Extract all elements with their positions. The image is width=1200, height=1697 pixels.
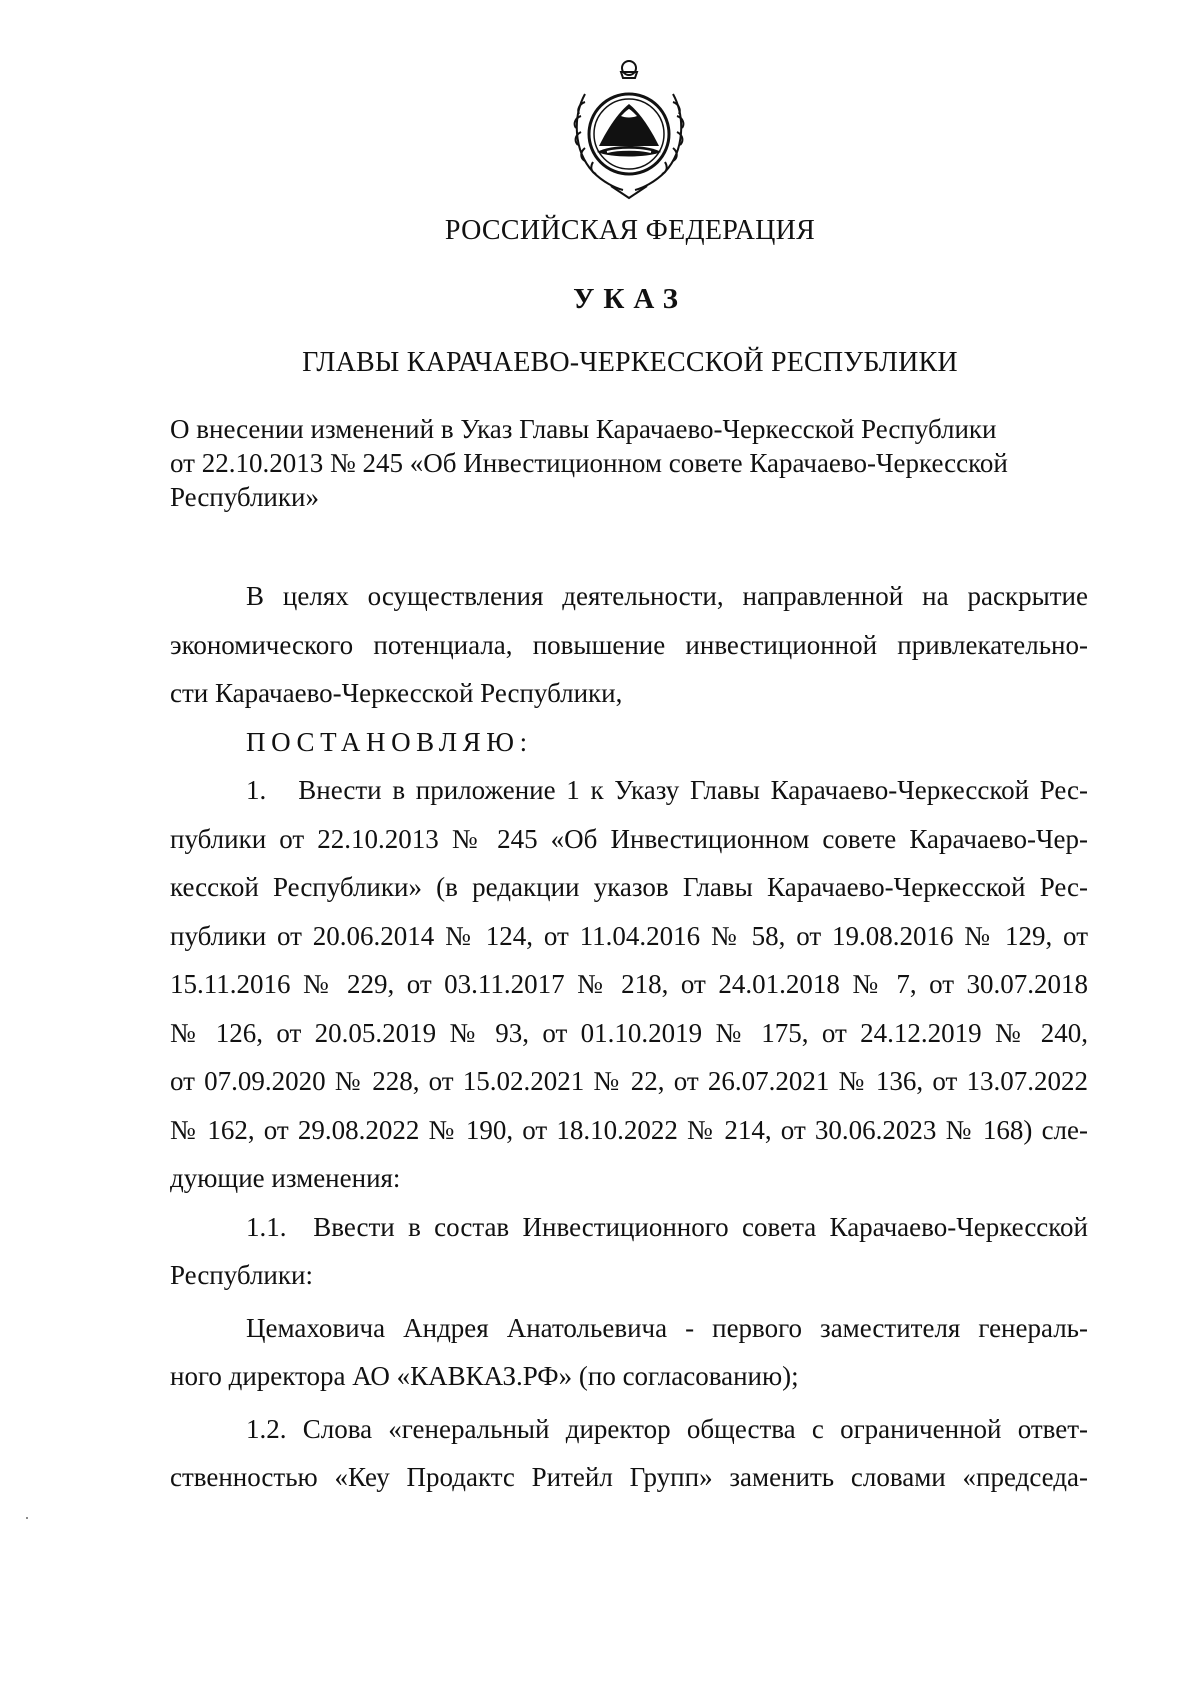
issuer-title: ГЛАВЫ КАРАЧАЕВО-ЧЕРКЕССКОЙ РЕСПУБЛИКИ bbox=[302, 347, 958, 378]
body-line: ного директора АО «КАВКАЗ.РФ» (по согласованию); bbox=[170, 1361, 799, 1391]
body-line: В целях осуществления деятельности, направленной на раскрытие bbox=[246, 581, 1088, 611]
person-paragraph bbox=[170, 1304, 1088, 1401]
body-line: экономического потенциала, повышение инвестиционной привлекательно- bbox=[170, 629, 1088, 660]
body-line: 1. Внести в приложение 1 к Указу Главы Карачаево-Черкесской Рес- bbox=[246, 775, 1088, 805]
document-type: УКАЗ bbox=[573, 283, 687, 315]
coat-of-arms-emblem bbox=[563, 54, 695, 202]
body-line: № 126, от 20.05.2019 № 93, от 01.10.2019 № 175, от 24.12.2019 № 240, bbox=[170, 1017, 1088, 1048]
body-line: публики от 22.10.2013 № 245 «Об Инвестиционном совете Карачаево-Чер- bbox=[170, 823, 1088, 854]
item-1-paragraph bbox=[170, 766, 1088, 1203]
body-line: от 07.09.2020 № 228, от 15.02.2021 № 22, от 26.07.2021 № 136, от 13.07.2022 bbox=[170, 1066, 1088, 1096]
body-line: № 162, от 29.08.2022 № 190, от 18.10.2022 № 214, от 30.06.2023 № 168) сле- bbox=[170, 1114, 1088, 1145]
country-name: РОССИЙСКАЯ ФЕДЕРАЦИЯ bbox=[444, 215, 816, 246]
body-line: публики от 20.06.2014 № 124, от 11.04.2016 № 58, от 19.08.2016 № 129, от bbox=[170, 920, 1088, 951]
subject-line: О внесении изменений в Указ Главы Карачаево-Черкесской Республики bbox=[170, 414, 997, 444]
scan-speck bbox=[26, 1517, 28, 1519]
subject-line: от 22.10.2013 № 245 «Об Инвестиционном совете Карачаево-Черкесской bbox=[170, 448, 1008, 478]
subject-line: Республики» bbox=[170, 482, 319, 512]
body-line: дующие изменения: bbox=[170, 1163, 401, 1193]
body-line: ственностью «Кеу Продактс Ритейл Групп» заменить словами «председа- bbox=[170, 1462, 1088, 1492]
decree-body bbox=[170, 572, 1088, 1502]
resolve-line bbox=[170, 718, 1088, 767]
body-line: сти Карачаево-Черкесской Республики, bbox=[170, 678, 623, 708]
decree-subject bbox=[170, 412, 1090, 514]
body-line: 15.11.2016 № 229, от 03.11.2017 № 218, от 24.01.2018 № 7, от 30.07.2018 bbox=[170, 969, 1088, 999]
item-1-2-paragraph bbox=[170, 1405, 1088, 1502]
body-line: Республики: bbox=[170, 1260, 313, 1290]
body-line: 1.2. Слова «генеральный директор общества с ограниченной ответ- bbox=[246, 1413, 1088, 1444]
preamble-paragraph bbox=[170, 572, 1088, 718]
item-1-1-paragraph bbox=[170, 1203, 1088, 1300]
body-line: Цемаховича Андрея Анатольевича - первого заместителя генераль- bbox=[246, 1312, 1088, 1343]
body-line: 1.1. Ввести в состав Инвестиционного совета Карачаево-Черкесской bbox=[246, 1211, 1088, 1242]
resolve-word: ПОСТАНОВЛЯЮ: bbox=[246, 726, 533, 757]
body-line: кесской Республики» (в редакции указов Главы Карачаево-Черкесской Рес- bbox=[170, 872, 1088, 902]
